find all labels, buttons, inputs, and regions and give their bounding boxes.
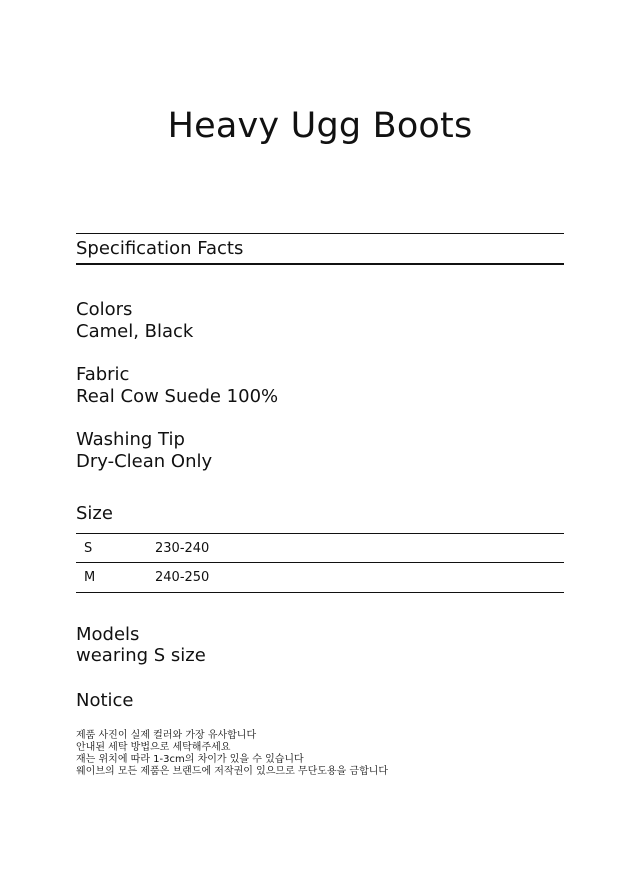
- size-cell-range: 230-240: [155, 541, 210, 556]
- colors-label: Colors: [76, 299, 133, 320]
- notice-line: 웨이브의 모든 제품은 브랜드에 저작권이 있으므로 무단도용을 금합니다: [76, 766, 389, 777]
- fabric-label: Fabric: [76, 364, 130, 385]
- notice-line: 제품 사진이 실제 컬러와 가장 유사합니다: [76, 730, 257, 741]
- washing-tip-value: Dry-Clean Only: [76, 451, 213, 472]
- models-value: wearing S size: [76, 645, 206, 666]
- fabric-value: Real Cow Suede 100%: [76, 386, 279, 407]
- notice-label: Notice: [76, 690, 134, 711]
- models-label: Models: [76, 624, 140, 645]
- size-label: Size: [76, 503, 113, 524]
- colors-value: Camel, Black: [76, 321, 194, 342]
- size-table-row-divider: [76, 562, 564, 563]
- size-table-bottom-border: [76, 592, 564, 593]
- divider-top: [76, 233, 564, 234]
- size-cell-range: 240-250: [155, 570, 210, 585]
- size-cell-name: S: [84, 541, 93, 556]
- notice-line: 안내된 세탁 방법으로 세탁해주세요: [76, 742, 231, 753]
- washing-tip-label: Washing Tip: [76, 429, 185, 450]
- size-table-top-border: [76, 533, 564, 534]
- notice-line: 재는 위치에 따라 1-3cm의 차이가 있을 수 있습니다: [76, 754, 304, 765]
- section-header-spec: Specification Facts: [76, 238, 244, 259]
- page-title: Heavy Ugg Boots: [167, 106, 473, 146]
- size-cell-name: M: [84, 570, 96, 585]
- divider-spec: [76, 263, 564, 265]
